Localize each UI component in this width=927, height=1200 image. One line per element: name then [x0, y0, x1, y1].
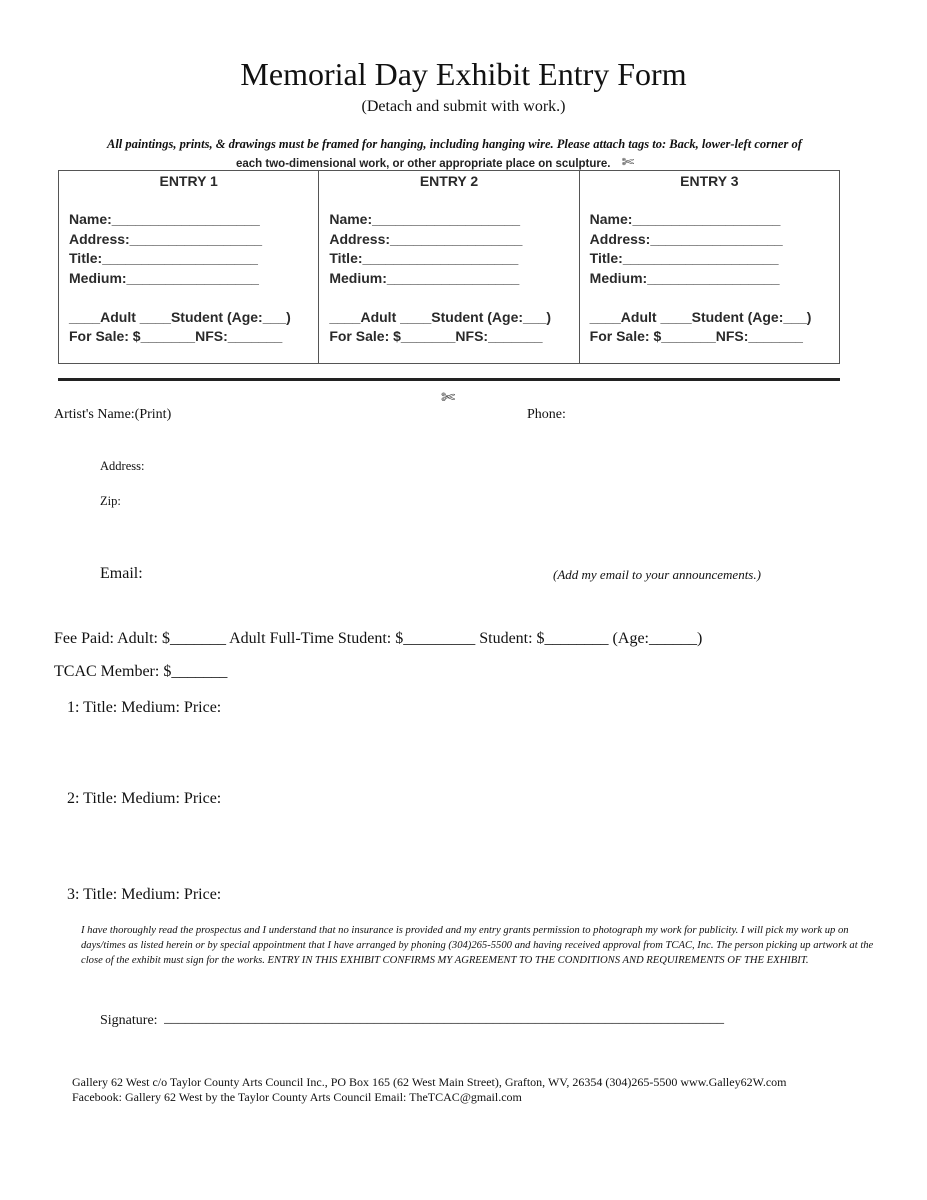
entry-address-field[interactable]: Address:_________________ [69, 231, 263, 247]
email-announcement-note: (Add my email to your announcements.) [553, 567, 761, 582]
entry-name-field[interactable]: Name:___________________ [69, 211, 260, 227]
entry-adult-student-field[interactable]: ____Adult ____Student (Age:___) [329, 309, 552, 325]
entry-sale-field[interactable]: For Sale: $_______NFS:_______ [329, 328, 543, 344]
footer-contact-line: Facebook: Gallery 62 West by the Taylor County Arts Council Email: TheTCAC@gmail.com [72, 1090, 522, 1104]
entry-card-1 [59, 171, 319, 363]
agreement-disclaimer: I have thoroughly read the prospectus and I understand that no insurance is provided and my entry grants permission to photograph my work for publicity. I will pick my work up on days/times as listed herein or by special appointment that I have arranged by phoning (304)265-5500 and having received approval from TCAC, Inc. The person picking up artwork at the close of the exhibit must sign for the works. ENTRY IN THIS EXHIBIT CONFIRMS MY AGREEMENT TO THE CONDITIONS AND REQUIREMENTS OF THE EXHIBIT. [81, 925, 874, 967]
entry-heading: ENTRY 2 [419, 173, 479, 189]
entry-name-field[interactable]: Name:___________________ [329, 211, 521, 227]
zip-label: Zip: [100, 494, 121, 508]
scissors-icon: ✄ [441, 388, 456, 408]
signature-label: Signature: [100, 1013, 158, 1028]
entry-heading: ENTRY 1 [159, 173, 218, 189]
form-subtitle: (Detach and submit with work.) [361, 98, 566, 115]
entry-address-field[interactable]: Address:_________________ [329, 231, 523, 247]
entry-medium-field[interactable]: Medium:_________________ [589, 270, 780, 286]
entry-card-2 [319, 171, 579, 363]
entry-title-field[interactable]: Title:____________________ [589, 250, 779, 266]
entry-title-field[interactable]: Title:____________________ [69, 250, 258, 266]
work-3-line: 3: Title: Medium: Price: [67, 886, 222, 903]
phone-label: Phone: [527, 407, 566, 422]
tcac-member-line[interactable]: TCAC Member: $_______ [54, 663, 228, 680]
entry-sale-field[interactable]: For Sale: $_______NFS:_______ [69, 328, 283, 344]
signature-line[interactable]: ________________________________________________________________________________ [164, 1011, 724, 1026]
entry-tags-box [58, 170, 840, 364]
entry-adult-student-field[interactable]: ____Adult ____Student (Age:___) [69, 309, 291, 325]
address-label: Address: [100, 459, 145, 473]
artist-name-label: Artist's Name:(Print) [54, 407, 172, 422]
entry-sale-field[interactable]: For Sale: $_______NFS:_______ [589, 328, 803, 344]
instruction-line-1: All paintings, prints, & drawings must be framed for hanging, including hanging wire. Please attach tags to: Back, lower-left corner of [107, 137, 802, 151]
entry-medium-field[interactable]: Medium:_________________ [329, 270, 520, 286]
form-title: Memorial Day Exhibit Entry Form [240, 56, 687, 92]
work-2-line: 2: Title: Medium: Price: [67, 790, 222, 807]
entry-name-field[interactable]: Name:___________________ [589, 211, 781, 227]
work-1-line: 1: Title: Medium: Price: [67, 699, 222, 716]
entry-medium-field[interactable]: Medium:_________________ [69, 270, 259, 286]
instruction-line-2-text: each two-dimensional work, or other appropriate place on sculpture. [236, 158, 611, 170]
entry-adult-student-field[interactable]: ____Adult ____Student (Age:___) [589, 309, 812, 325]
entry-address-field[interactable]: Address:_________________ [589, 231, 783, 247]
fee-paid-line[interactable]: Fee Paid: Adult: $_______ Adult Full-Time Student: $_________ Student: $________ (Age:______) [54, 630, 703, 647]
email-label: Email: [100, 565, 143, 582]
scissors-icon: ✄ [621, 153, 635, 171]
instruction-line-2 [236, 153, 634, 171]
entry-card-3 [580, 171, 839, 363]
footer-address-line: Gallery 62 West c/o Taylor County Arts Council Inc., PO Box 165 (62 West Main Street), Grafton, WV, 26354 (304)265-5500 www.Galley62W.com [72, 1075, 787, 1089]
entry-title-field[interactable]: Title:____________________ [329, 250, 519, 266]
cut-line-divider [58, 378, 840, 381]
entry-heading: ENTRY 3 [680, 173, 739, 189]
